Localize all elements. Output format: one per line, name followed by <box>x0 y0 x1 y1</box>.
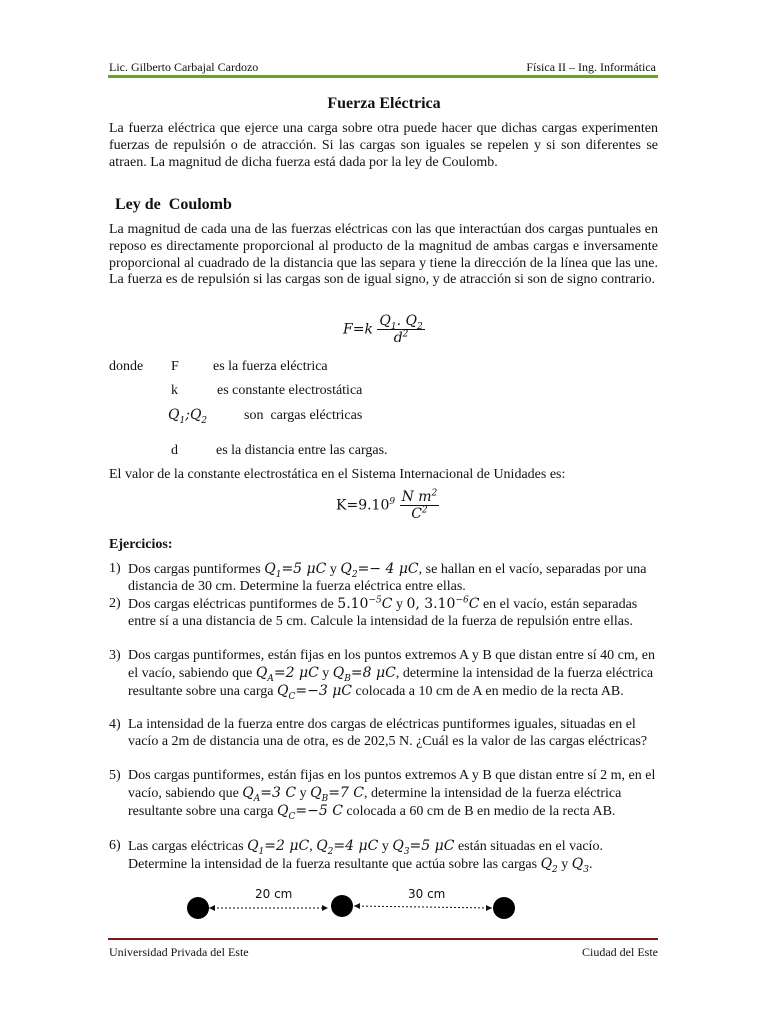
ex2-text-a: Dos cargas eléctricas puntiformes de <box>128 597 338 612</box>
def-symbol-k: k <box>171 383 178 398</box>
ex3-qa: Q <box>255 664 268 681</box>
ex5-qc-val: =−5 C <box>295 802 343 819</box>
ex6-q3: Q <box>392 838 404 854</box>
ex3-text-d: colocada a 10 cm de A en medio de la recta AB. <box>352 683 624 699</box>
ex6-q2: Q <box>316 838 328 854</box>
ex3-qa-sub: A <box>267 673 274 684</box>
arrowhead-left-end <box>322 905 328 911</box>
def-symbol-q <box>168 407 208 426</box>
footer-city: Ciudad del Este <box>582 945 658 959</box>
ex5-text-b: y <box>296 785 311 801</box>
ex2-text-c: en el vacío, están separadas entre sí a una distancia de 5 cm. Calcule la intensidad de la fuerza de repulsión entre ellas. <box>128 597 638 629</box>
exercise-5 <box>109 768 659 820</box>
ex3-qc-val: =−3 μC <box>295 682 353 699</box>
ex5-qa: Q <box>242 784 254 801</box>
ex6-q3-sub: 3 <box>403 846 410 857</box>
formula-num-b-sub: 2 <box>417 321 423 332</box>
def-symbol-d: d <box>171 443 178 458</box>
formula-num-a-sub: 1 <box>390 321 397 332</box>
donde-label: donde <box>109 359 144 374</box>
ex5-qa-val: =3 C <box>260 784 297 801</box>
ex3-qc-sub: C <box>288 691 296 702</box>
ex1-q2: Q <box>340 561 352 577</box>
ex5-qc-sub: C <box>288 811 296 822</box>
exercises-title: Ejercicios: <box>109 537 173 552</box>
ex6-text-d: y <box>557 856 572 872</box>
ex1-text-c: , se hallan en el vacío, separadas por una distancia de 30 cm. Determine la fuerza eléctrica entre ellas. <box>128 562 647 594</box>
formula-lhs: F=k <box>343 321 373 338</box>
ex2-v1-exp: −5 <box>368 595 382 606</box>
constant-den: C <box>411 506 422 522</box>
ex5-qb: Q <box>310 784 322 801</box>
ex1-text-a: Dos cargas puntiformes <box>128 562 265 577</box>
coulomb-paragraph: La magnitud de cada una de las fuerzas eléctricas con las que interactúan dos cargas puntuales en reposo es directamente proporcional al producto de la magnitud de ambas cargas e inversamente proporcional al cuadrado de la distancia que las separa y tiene la dirección de la línea que las une. La fuerza es de repulsión si las cargas son de igual signo, y de atracción si son de signo contrario. <box>109 222 658 288</box>
ex5-text-c: , determine la intensidad de la fuerza eléctrica resultante sobre una carga <box>128 785 622 819</box>
charge-q3 <box>493 897 515 919</box>
def-q-sep: ; <box>185 407 190 423</box>
footer-rule <box>108 938 658 940</box>
exercise-6-number: 6) <box>109 838 121 853</box>
intro-paragraph: La fuerza eléctrica que ejerce una carga sobre otra puede hacer que dichas cargas experimenten fuerzas de repulsión o de atracción. Si las cargas son iguales se repelen y si son diferentes se atraen. La magnitud de dicha fuerza está dada por la ley de Coulomb. <box>109 121 658 170</box>
ex2-v1-unit: C <box>381 596 393 612</box>
ex6-text-c: están situadas en el vacío. Determine la intensidad de la fuerza resultante que actúa sobre las cargas <box>128 839 603 872</box>
distance-line-right <box>354 906 492 908</box>
arrowhead-right-start <box>354 903 360 909</box>
footer-university: Universidad Privada del Este <box>109 945 249 959</box>
def-text-q: son cargas eléctricas <box>244 408 363 423</box>
ex1-q1-val: =5 μC <box>281 561 327 577</box>
exercise-4-text: La intensidad de la fuerza entre dos cargas de eléctricas puntiformes iguales, situadas en el vacío a 2m de distancia una de otra, es de 202,5 N. ¿Cuál es la valor de las cargas eléctricas? <box>128 717 648 749</box>
ex3-qb-sub: B <box>344 673 351 684</box>
ex6-text-e: . <box>589 856 593 872</box>
constant-exp: 9 <box>389 496 396 507</box>
ex6-q2-val: =4 μC <box>333 838 379 854</box>
ex2-v2-exp: −6 <box>455 595 469 606</box>
def-text-k: es constante electrostática <box>217 383 363 398</box>
ex6-q1-val: =2 μC <box>264 838 310 854</box>
constant-paragraph: El valor de la constante electrostática en el Sistema Internacional de Unidades es: <box>109 467 566 482</box>
def-text-f: es la fuerza eléctrica <box>213 359 328 374</box>
header-course: Física II – Ing. Informática <box>526 60 656 74</box>
ex6-text-b: y <box>378 839 393 854</box>
ex5-text-d: colocada a 60 cm de B en medio de la recta AB. <box>342 803 616 819</box>
ex6-q2-sub: 2 <box>327 846 334 857</box>
label-20cm: 20 cm <box>255 887 293 901</box>
exercise-1-number: 1) <box>109 561 121 576</box>
ex1-q2-sub: 2 <box>351 569 358 580</box>
def-q-b-sub: 2 <box>201 415 208 426</box>
formula-num-a: Q <box>379 313 391 329</box>
header-author: Lic. Gilberto Carbajal Cardozo <box>109 60 259 74</box>
ex5-qa-sub: A <box>253 793 261 804</box>
section-title: Ley de Coulomb <box>115 196 232 213</box>
charge-q1 <box>187 897 209 919</box>
def-q-b: Q <box>189 407 202 423</box>
exercise-3-number: 3) <box>109 648 121 663</box>
page-title: Fuerza Eléctrica <box>327 95 441 112</box>
constant-lhs: K=9.10 <box>336 497 390 514</box>
header-rule <box>108 75 658 78</box>
ex1-text-b: y <box>326 562 341 577</box>
ex3-text-b: y <box>318 665 333 681</box>
constant-num-sup: 2 <box>431 488 438 499</box>
def-q-a-sub: 1 <box>179 415 186 426</box>
charges-diagram <box>176 880 526 926</box>
ex5-qb-val: =7 C <box>328 784 365 801</box>
ex3-qb: Q <box>332 664 345 681</box>
constant-fraction <box>400 489 440 522</box>
ex5-qc: Q <box>277 802 289 819</box>
constant-formula <box>336 489 439 522</box>
coulomb-formula <box>343 313 425 346</box>
ex5-text-a: Dos cargas puntiformes, están fijas en los puntos extremos A y B que distan entre sí 2 m, en el vacío, sabiendo que <box>128 768 656 801</box>
exercise-3 <box>109 648 659 700</box>
exercise-2-number: 2) <box>109 596 121 611</box>
ex6-r2: Q <box>540 855 553 872</box>
ex3-text-a: Dos cargas puntiformes, están fijas en los puntos extremos A y B que distan entre sí 40 cm, en el vacío, sabiendo que <box>128 648 655 681</box>
ex6-r2-sub: 2 <box>552 864 558 875</box>
formula-fraction <box>377 313 424 346</box>
ex1-q1: Q <box>264 561 276 577</box>
ex3-qa-val: =2 μC <box>273 664 319 681</box>
ex3-text-c: , determine la intensidad de la fuerza eléctrica resultante sobre una carga <box>128 665 654 699</box>
constant-num: N m <box>401 489 432 505</box>
ex2-text-b: y <box>392 597 407 612</box>
ex6-r3: Q <box>571 855 584 872</box>
label-30cm: 30 cm <box>408 887 446 901</box>
exercise-5-number: 5) <box>109 768 121 783</box>
def-symbol-f: F <box>171 359 179 374</box>
formula-num-mid: . Q <box>396 313 417 329</box>
ex6-q3-val: =5 μC <box>409 838 455 854</box>
ex2-v2-unit: C <box>468 596 480 612</box>
arrowhead-left-start <box>209 905 215 911</box>
exercise-4-number: 4) <box>109 717 121 732</box>
charge-q2 <box>331 895 353 917</box>
ex1-q2-val: =− 4 μC <box>357 561 419 577</box>
exercise-2 <box>109 596 659 631</box>
ex2-v2: 0, 3.10 <box>406 596 456 612</box>
arrowhead-right-end <box>486 905 492 911</box>
ex6-sep1: , <box>309 839 317 854</box>
def-text-d: es la distancia entre las cargas. <box>216 443 388 458</box>
exercise-1 <box>109 561 659 596</box>
exercise-4 <box>109 717 659 751</box>
exercise-6 <box>109 838 659 874</box>
ex3-qc: Q <box>277 682 289 699</box>
ex2-v1: 5.10 <box>337 596 369 612</box>
formula-den: d <box>393 330 403 346</box>
constant-den-sup: 2 <box>421 505 428 516</box>
ex5-qb-sub: B <box>321 793 329 804</box>
def-q-a: Q <box>168 407 180 423</box>
ex1-q1-sub: 1 <box>275 569 282 580</box>
ex6-q1: Q <box>247 838 259 854</box>
ex3-qb-val: =8 μC <box>350 664 396 681</box>
formula-den-sup: 2 <box>402 329 409 340</box>
ex6-r3-sub: 3 <box>583 864 589 875</box>
ex6-text-a: Las cargas eléctricas <box>128 839 248 854</box>
ex6-q1-sub: 1 <box>258 846 265 857</box>
